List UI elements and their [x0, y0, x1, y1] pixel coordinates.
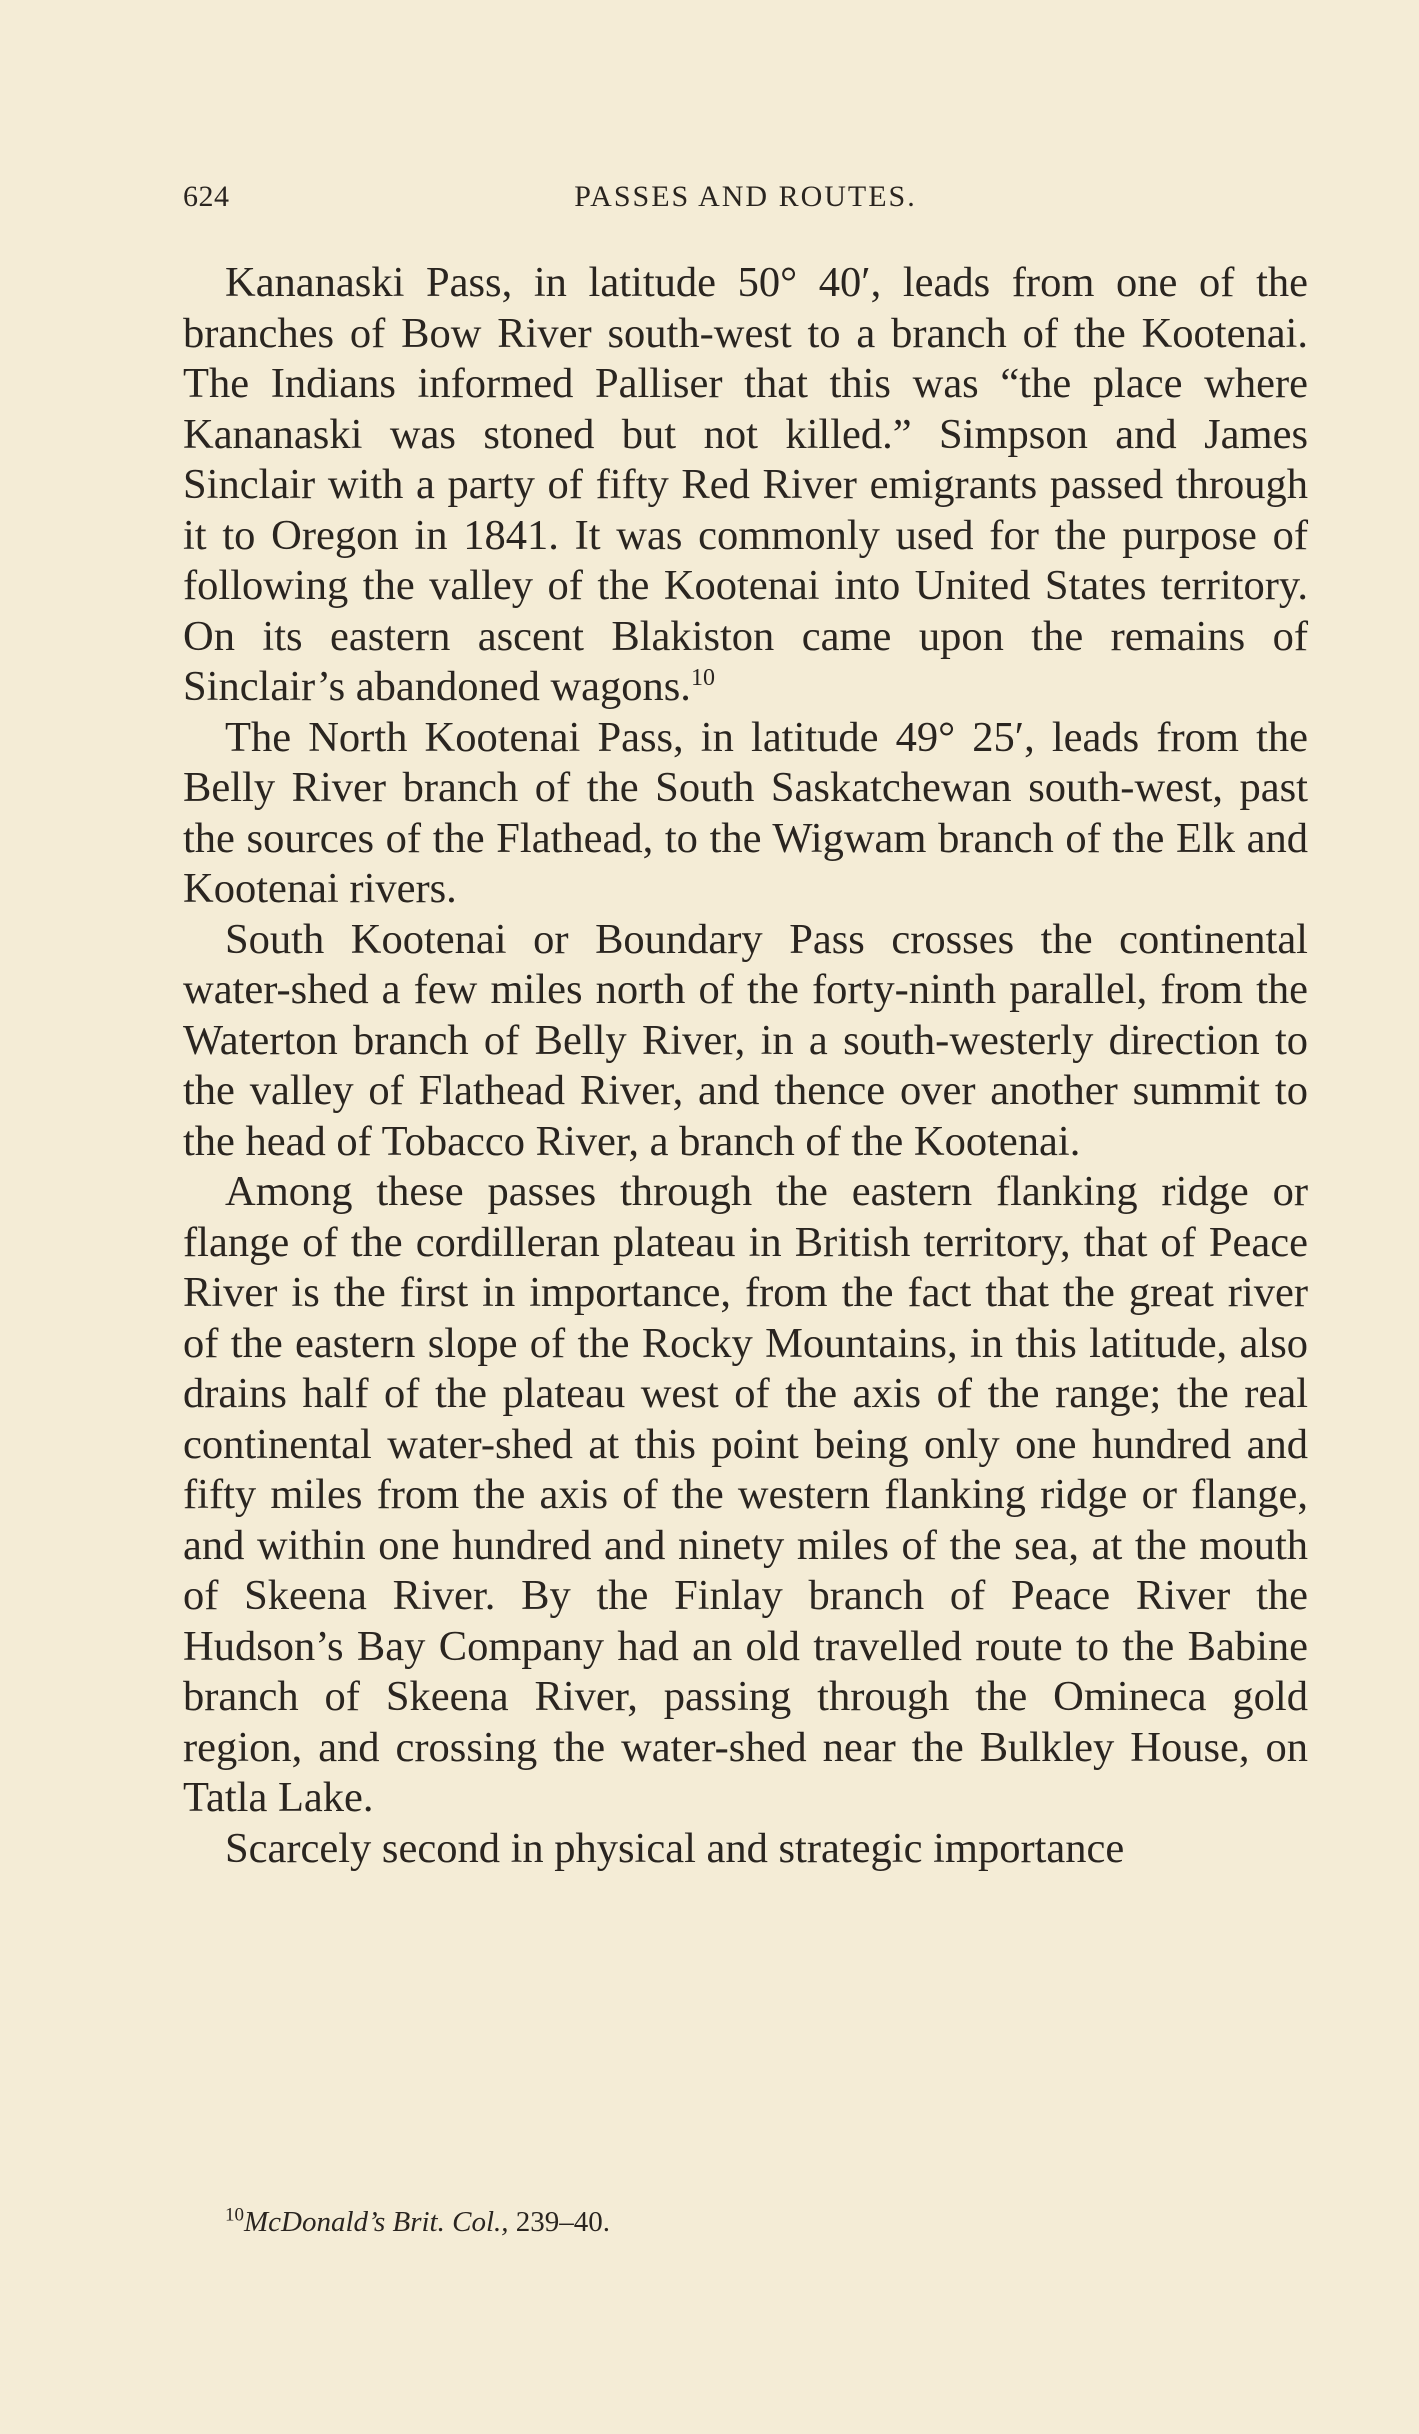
paragraph-scarcely-second — [183, 1824, 1308, 1875]
footnote — [225, 2204, 1225, 2240]
paragraph-text: South Kootenai or Boundary Pass crosses the continental water-shed a few miles north of the forty-ninth parallel, from the Waterton branch of Belly River, in a south-westerly direction to the valley of Flathead River, and thence over another summit to the head of Tobacco River, a branch of the Kootenai. — [183, 915, 1308, 1165]
footnote-source-title: McDonald’s Brit. Col., — [244, 2206, 509, 2238]
running-head: PASSES AND ROUTES. — [574, 180, 917, 213]
page-header — [183, 180, 1308, 220]
paragraph-north-kootenai-pass — [183, 713, 1308, 915]
paragraph-peace-river — [183, 1167, 1308, 1824]
paragraph-text: The North Kootenai Pass, in latitude 49° 25′, leads from the Belly River branch of the South Saskatchewan south-west, past the sources of the Flathead, to the Wigwam branch of the Elk and Kootenai rivers. — [183, 713, 1308, 912]
paragraph-text: Scarcely second in physical and strategic importance — [225, 1824, 1125, 1872]
paragraph-south-kootenai-pass — [183, 915, 1308, 1168]
footnote-mark: 10 — [225, 2204, 244, 2226]
paragraph-kananaski-pass — [183, 258, 1308, 713]
footnote-pages: 239–40. — [508, 2206, 610, 2238]
footnote-reference: 10 — [690, 664, 715, 691]
paragraph-text: Kananaski Pass, in latitude 50° 40′, leads from one of the branches of Bow River south-west to a branch of the Kootenai. The Indians informed Palliser that this was “the place where Kananaski was stoned but not killed.” Simpson and James Sinclair with a party of fifty Red River emigrants passed through it to Oregon in 1841. It was commonly used for the purpose of following the valley of the Kootenai into United States territory. On its eastern ascent Blakiston came upon the remains of Sinclair’s abandoned wagons. — [183, 259, 1308, 710]
page-number: 624 — [183, 180, 230, 213]
body-text — [183, 258, 1308, 1874]
paragraph-text: Among these passes through the eastern flanking ridge or flange of the cordilleran plateau in British territory, that of Peace River is the first in importance, from the fact that the great river of the eastern slope of the Rocky Mountains, in this latitude, also drains half of the plateau west of the axis of the range; the real continental water-shed at this point being only one hundred and fifty miles from the axis of the western flanking ridge or flange, and within one hundred and ninety miles of the sea, at the mouth of Skeena River. By the Finlay branch of Peace River the Hudson’s Bay Company had an old travelled route to the Babine branch of Skeena River, passing through the Omineca gold region, and crossing the water-shed near the Bulkley House, on Tatla Lake. — [183, 1168, 1308, 1821]
